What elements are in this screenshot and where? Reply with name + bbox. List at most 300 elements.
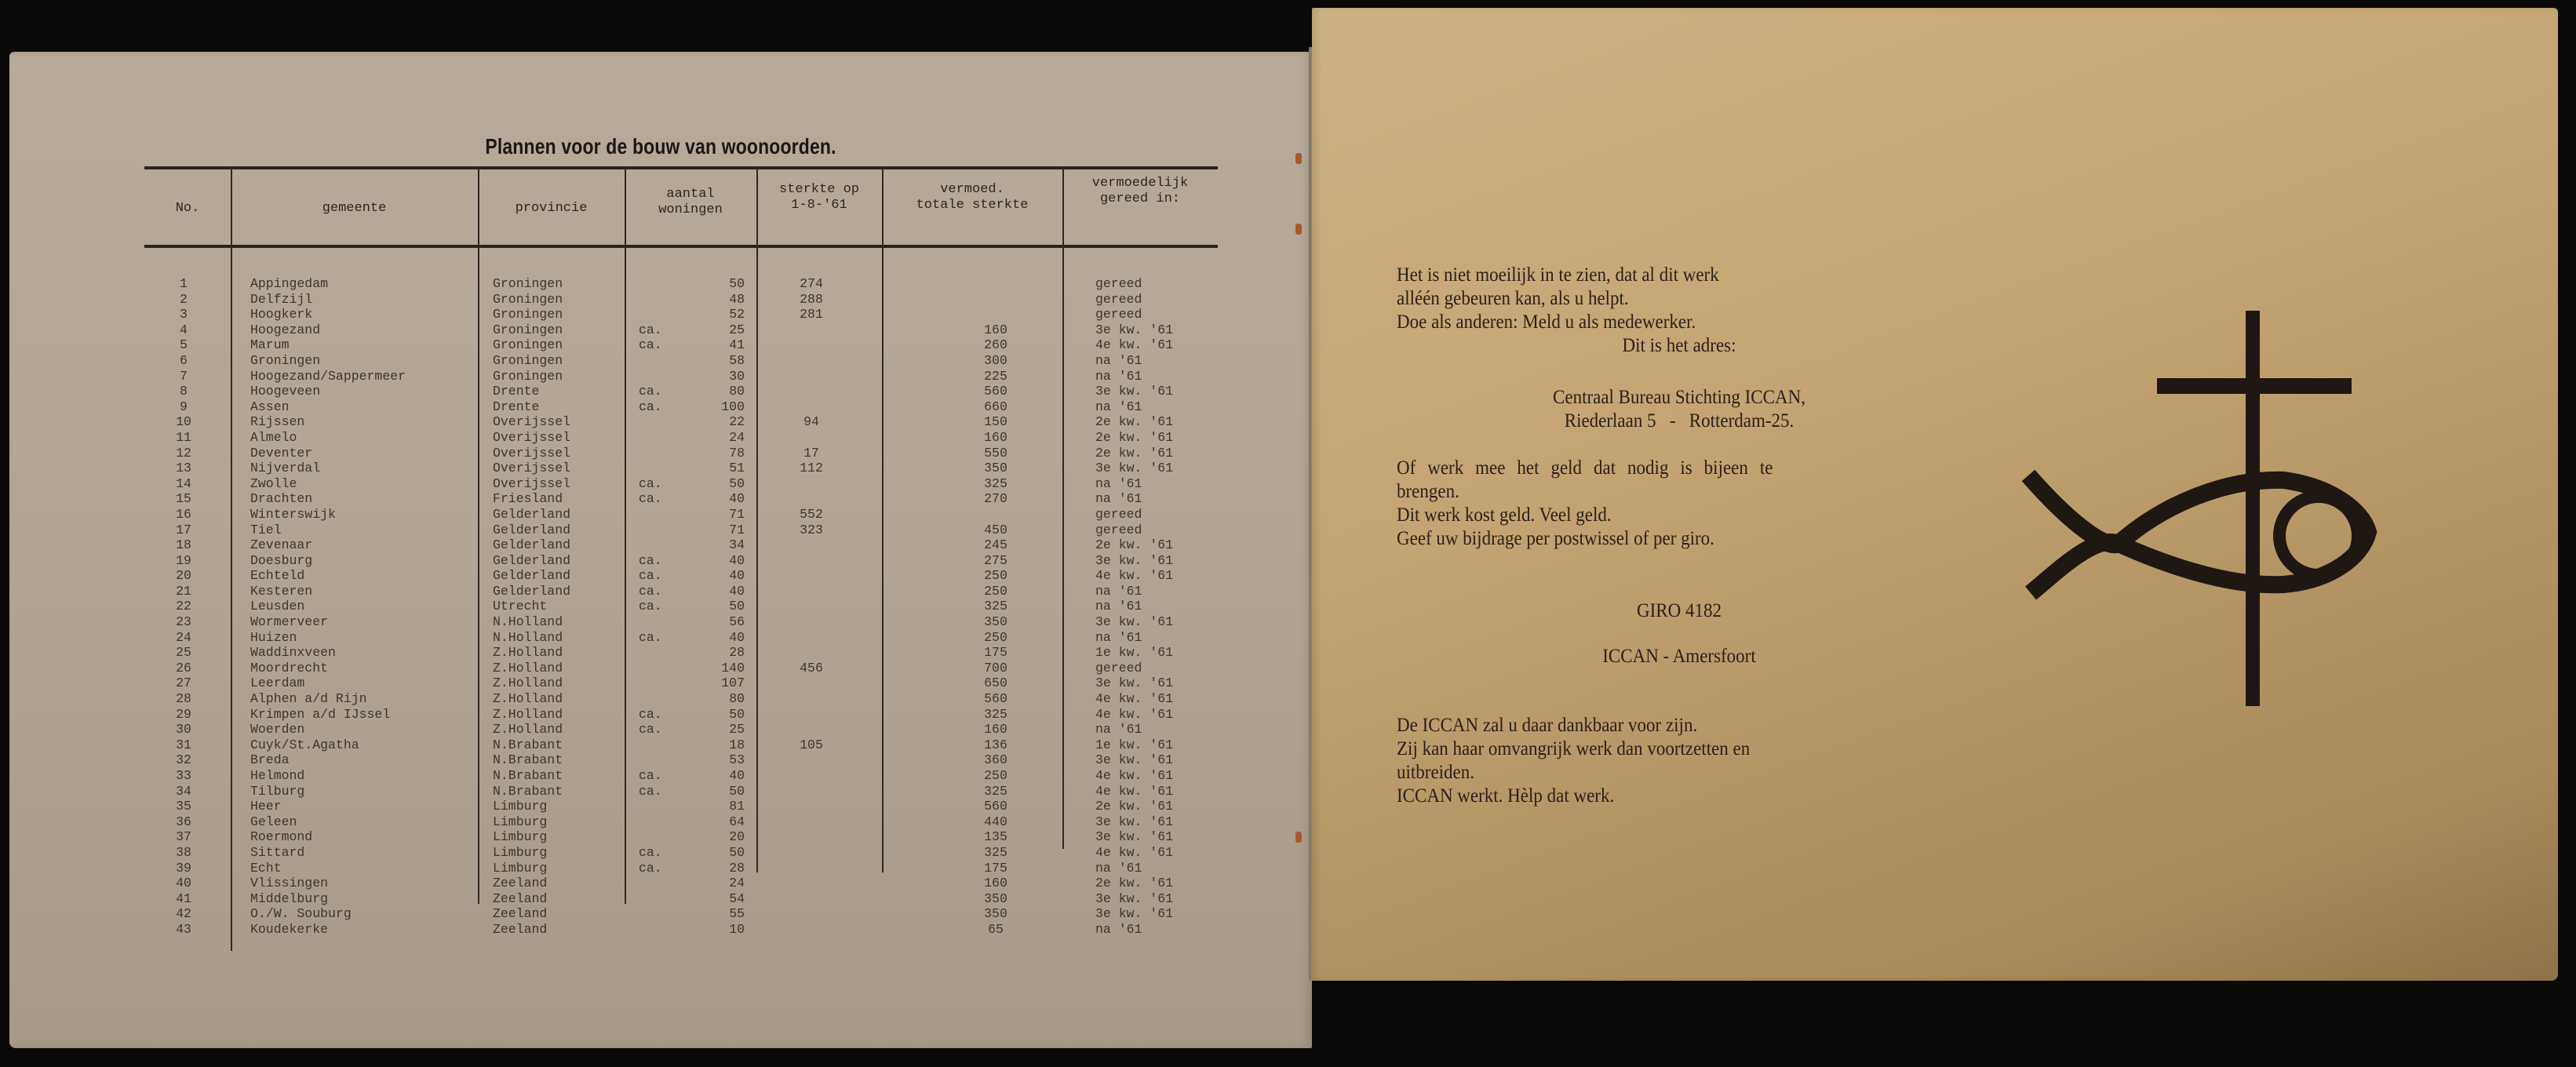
table-row [144, 845, 1218, 861]
cell-provincie: Groningen [493, 352, 563, 368]
cell-gemeente: Vlissingen [250, 876, 329, 891]
cell-totale-sterkte: 160 [984, 429, 1007, 445]
cell-approx: ca. [639, 475, 662, 491]
cell-gereed: gereed [1095, 307, 1142, 322]
header-totaal: vermoed. totale sterkte [916, 182, 1029, 213]
cell-gemeente: Woerden [250, 722, 305, 737]
cell-approx: ca. [639, 629, 662, 645]
table-row [144, 707, 1218, 723]
cell-gereed: 2e kw. '61 [1095, 429, 1174, 445]
cell-gemeente: Hoogkerk [250, 307, 313, 322]
cell-gereed: na '61 [1095, 629, 1142, 645]
giro-organization: ICCAN - Amersfoort [1602, 646, 1756, 667]
cell-provincie: Z.Holland [493, 645, 563, 661]
table-row [144, 737, 1218, 753]
donation-paragraph: Of werk mee het geld dat nodig is bijeen te brengen. Dit werk kost geld. Veel geld. Geef uw bijdrage per postwissel of per giro. [1397, 457, 1773, 549]
cell-gemeente: Tiel [250, 522, 282, 537]
row-number: 1 [180, 276, 188, 291]
cell-gemeente: Delfzijl [250, 291, 313, 307]
cell-totale-sterkte: 160 [984, 722, 1007, 737]
cell-provincie: Overijssel [493, 475, 571, 491]
cell-gemeente: Krimpen a/d IJssel [250, 706, 391, 722]
cell-gereed: gereed [1095, 522, 1142, 537]
cell-totale-sterkte: 550 [984, 445, 1007, 461]
row-number: 33 [176, 768, 191, 783]
cell-totale-sterkte: 260 [984, 337, 1007, 353]
cell-gemeente: Zwolle [250, 475, 297, 491]
row-number: 35 [176, 799, 191, 814]
cell-aantal-woningen: 40 [729, 768, 745, 783]
cell-sterkte: 274 [800, 276, 823, 291]
cell-gemeente: Waddinxveen [250, 645, 336, 661]
table-row [144, 861, 1218, 876]
table-row [144, 523, 1218, 538]
cell-approx: ca. [639, 722, 662, 737]
cell-gemeente: Leusden [250, 599, 305, 614]
cell-gemeente: Hoogeveen [250, 384, 321, 399]
cell-aantal-woningen: 71 [729, 522, 745, 537]
cell-gemeente: Tilburg [250, 783, 305, 799]
table-row [144, 584, 1218, 599]
row-number: 25 [176, 645, 191, 661]
cell-totale-sterkte: 270 [984, 491, 1007, 507]
cell-aantal-woningen: 40 [729, 568, 745, 584]
cell-sterkte: 552 [800, 506, 823, 522]
table-row [144, 446, 1218, 461]
cell-gemeente: Moordrecht [250, 660, 329, 676]
row-number: 12 [176, 445, 191, 461]
cell-gemeente: Deventer [250, 445, 313, 461]
row-number: 16 [176, 506, 191, 522]
cell-totale-sterkte: 350 [984, 906, 1007, 922]
cell-aantal-woningen: 50 [729, 783, 745, 799]
row-number: 8 [180, 384, 188, 399]
cell-aantal-woningen: 28 [729, 860, 745, 876]
cell-gemeente: Middelburg [250, 890, 329, 906]
cell-provincie: N.Brabant [493, 783, 563, 799]
cell-provincie: Friesland [493, 491, 563, 507]
cell-totale-sterkte: 160 [984, 876, 1007, 891]
left-page [9, 52, 1312, 1048]
row-number: 27 [176, 676, 191, 691]
address-intro: Dit is het adres: [1622, 335, 1736, 356]
cell-totale-sterkte: 175 [984, 860, 1007, 876]
cell-gemeente: Echt [250, 860, 282, 876]
cell-aantal-woningen: 28 [729, 645, 745, 661]
cell-provincie: Z.Holland [493, 676, 563, 691]
cell-aantal-woningen: 100 [721, 399, 745, 414]
cell-aantal-woningen: 81 [729, 799, 745, 814]
cell-gereed: 3e kw. '61 [1095, 552, 1174, 568]
cell-gereed: 1e kw. '61 [1095, 645, 1174, 661]
table-row [144, 599, 1218, 614]
cell-totale-sterkte: 450 [984, 522, 1007, 537]
cell-gemeente: Huizen [250, 629, 297, 645]
cell-gereed: 4e kw. '61 [1095, 568, 1174, 584]
cell-provincie: Gelderland [493, 583, 571, 599]
cell-gemeente: Drachten [250, 491, 313, 507]
table-row [144, 414, 1218, 430]
cell-provincie: Gelderland [493, 552, 571, 568]
row-number: 20 [176, 568, 191, 584]
row-number: 43 [176, 921, 191, 937]
row-number: 14 [176, 475, 191, 491]
cell-provincie: Zeeland [493, 876, 548, 891]
cell-aantal-woningen: 140 [721, 660, 745, 676]
staple [1295, 153, 1302, 164]
cell-approx: ca. [639, 783, 662, 799]
cell-provincie: Limburg [493, 860, 548, 876]
cell-approx: ca. [639, 599, 662, 614]
cell-totale-sterkte: 245 [984, 537, 1007, 553]
staple [1295, 832, 1302, 843]
table-row [144, 430, 1218, 446]
cell-gereed: 3e kw. '61 [1095, 906, 1174, 922]
cell-totale-sterkte: 650 [984, 676, 1007, 691]
cell-totale-sterkte: 350 [984, 461, 1007, 476]
cell-aantal-woningen: 50 [729, 599, 745, 614]
table-row [144, 722, 1218, 737]
staple [1295, 224, 1302, 235]
cell-provincie: Utrecht [493, 599, 548, 614]
table-row [144, 369, 1218, 384]
header-provincie: provincie [515, 201, 588, 216]
cell-totale-sterkte: 225 [984, 368, 1007, 384]
row-number: 2 [180, 291, 188, 307]
table-header-rule [144, 245, 1218, 248]
cell-provincie: Limburg [493, 799, 548, 814]
cell-gemeente: Kesteren [250, 583, 313, 599]
cell-gereed: na '61 [1095, 599, 1142, 614]
cell-gemeente: Hoogezand/Sappermeer [250, 368, 406, 384]
cell-gemeente: Appingedam [250, 276, 329, 291]
cell-gereed: 2e kw. '61 [1095, 414, 1174, 430]
row-number: 24 [176, 629, 191, 645]
row-number: 13 [176, 461, 191, 476]
cell-gereed: 4e kw. '61 [1095, 337, 1174, 353]
cell-aantal-woningen: 64 [729, 814, 745, 829]
header-sterkte: sterkte op 1-8-'61 [778, 182, 860, 213]
cell-aantal-woningen: 40 [729, 629, 745, 645]
cell-provincie: Zeeland [493, 921, 548, 937]
table-row [144, 906, 1218, 922]
cell-gemeente: Cuyk/St.Agatha [250, 737, 359, 752]
appeal-paragraph: Het is niet moeilijk in te zien, dat al dit werk alléén gebeuren kan, als u helpt. Doe als anderen: Meld u als medewerker. [1397, 264, 1719, 333]
cell-aantal-woningen: 22 [729, 414, 745, 430]
row-number: 40 [176, 876, 191, 891]
cell-gereed: 3e kw. '61 [1095, 461, 1174, 476]
cell-gereed: na '61 [1095, 583, 1142, 599]
table-row [144, 322, 1218, 338]
table-row [144, 507, 1218, 523]
cell-gemeente: Breda [250, 752, 290, 768]
cell-gemeente: Assen [250, 399, 290, 414]
row-number: 39 [176, 860, 191, 876]
cell-totale-sterkte: 160 [984, 322, 1007, 337]
cell-gemeente: Winterswijk [250, 506, 336, 522]
cell-aantal-woningen: 50 [729, 475, 745, 491]
cell-sterkte: 323 [800, 522, 823, 537]
table-row [144, 661, 1218, 676]
cell-gemeente: Hoogezand [250, 322, 321, 337]
cell-provincie: Groningen [493, 322, 563, 337]
cell-provincie: Gelderland [493, 522, 571, 537]
row-number: 3 [180, 307, 188, 322]
cell-provincie: Groningen [493, 276, 563, 291]
table-row [144, 553, 1218, 569]
row-number: 38 [176, 844, 191, 860]
table-row [144, 568, 1218, 584]
cell-aantal-woningen: 107 [721, 676, 745, 691]
cell-gereed: 3e kw. '61 [1095, 752, 1174, 768]
row-number: 6 [180, 352, 188, 368]
cell-aantal-woningen: 80 [729, 384, 745, 399]
cell-sterkte: 456 [800, 660, 823, 676]
cell-totale-sterkte: 325 [984, 706, 1007, 722]
cell-provincie: Z.Holland [493, 722, 563, 737]
cell-aantal-woningen: 40 [729, 552, 745, 568]
cell-gereed: na '61 [1095, 368, 1142, 384]
cell-gereed: gereed [1095, 291, 1142, 307]
cell-provincie: Groningen [493, 307, 563, 322]
cell-gereed: na '61 [1095, 352, 1142, 368]
cell-totale-sterkte: 700 [984, 660, 1007, 676]
cell-approx: ca. [639, 384, 662, 399]
table-row [144, 799, 1218, 814]
cell-approx: ca. [639, 860, 662, 876]
cell-totale-sterkte: 560 [984, 691, 1007, 707]
cell-gemeente: Zevenaar [250, 537, 313, 553]
cell-provincie: Gelderland [493, 537, 571, 553]
cell-aantal-woningen: 25 [729, 322, 745, 337]
table-row [144, 876, 1218, 891]
cell-gereed: gereed [1095, 276, 1142, 291]
cell-approx: ca. [639, 491, 662, 507]
cell-sterkte: 94 [803, 414, 819, 430]
row-number: 19 [176, 552, 191, 568]
table-row [144, 768, 1218, 784]
cell-totale-sterkte: 135 [984, 829, 1007, 845]
row-number: 11 [176, 429, 191, 445]
row-number: 7 [180, 368, 188, 384]
cell-provincie: N.Brabant [493, 752, 563, 768]
cell-approx: ca. [639, 768, 662, 783]
cell-provincie: Limburg [493, 844, 548, 860]
cell-provincie: Groningen [493, 337, 563, 353]
cell-aantal-woningen: 24 [729, 876, 745, 891]
cell-totale-sterkte: 175 [984, 645, 1007, 661]
table-row [144, 476, 1218, 492]
cell-provincie: N.Holland [493, 614, 563, 630]
cell-gereed: 3e kw. '61 [1095, 384, 1174, 399]
cell-provincie: Groningen [493, 368, 563, 384]
row-number: 18 [176, 537, 191, 553]
cell-totale-sterkte: 250 [984, 583, 1007, 599]
cell-provincie: Zeeland [493, 906, 548, 922]
cell-gereed: 2e kw. '61 [1095, 799, 1174, 814]
row-number: 30 [176, 722, 191, 737]
cell-totale-sterkte: 65 [988, 921, 1004, 937]
cell-totale-sterkte: 300 [984, 352, 1007, 368]
cell-approx: ca. [639, 552, 662, 568]
header-gereed: vermoedelijk gereed in: [1091, 176, 1189, 206]
cell-gemeente: Alphen a/d Rijn [250, 691, 367, 707]
cell-gemeente: Helmond [250, 768, 305, 783]
cell-aantal-woningen: 50 [729, 706, 745, 722]
cell-gemeente: Almelo [250, 429, 297, 445]
cell-aantal-woningen: 55 [729, 906, 745, 922]
cell-totale-sterkte: 560 [984, 384, 1007, 399]
cell-gereed: 2e kw. '61 [1095, 876, 1174, 891]
cell-provincie: N.Holland [493, 629, 563, 645]
cell-gemeente: Wormerveer [250, 614, 329, 630]
row-number: 34 [176, 783, 191, 799]
cell-aantal-woningen: 10 [729, 921, 745, 937]
table-row [144, 384, 1218, 399]
cell-provincie: Overijssel [493, 429, 571, 445]
cell-provincie: Gelderland [493, 506, 571, 522]
cell-provincie: Z.Holland [493, 660, 563, 676]
giro-number: GIRO 4182 [1637, 600, 1722, 621]
cell-aantal-woningen: 52 [729, 307, 745, 322]
row-number: 10 [176, 414, 191, 430]
cell-gereed: 3e kw. '61 [1095, 829, 1174, 845]
table-row [144, 645, 1218, 661]
cell-aantal-woningen: 51 [729, 461, 745, 476]
cell-gereed: 3e kw. '61 [1095, 676, 1174, 691]
cell-totale-sterkte: 325 [984, 599, 1007, 614]
row-number: 37 [176, 829, 191, 845]
row-number: 26 [176, 660, 191, 676]
cell-provincie: Limburg [493, 829, 548, 845]
cell-gereed: 3e kw. '61 [1095, 814, 1174, 829]
table-row [144, 337, 1218, 353]
cell-aantal-woningen: 41 [729, 337, 745, 353]
cell-approx: ca. [639, 583, 662, 599]
cell-gemeente: Koudekerke [250, 921, 329, 937]
row-number: 17 [176, 522, 191, 537]
cross-and-fish-icon [1993, 298, 2385, 706]
table-row [144, 399, 1218, 415]
cell-provincie: Overijssel [493, 461, 571, 476]
table-row [144, 461, 1218, 476]
cell-provincie: Groningen [493, 291, 563, 307]
table-row [144, 784, 1218, 799]
cell-gereed: 4e kw. '61 [1095, 706, 1174, 722]
row-number: 42 [176, 906, 191, 922]
cell-gemeente: Marum [250, 337, 290, 353]
cell-provincie: Overijssel [493, 414, 571, 430]
cell-totale-sterkte: 275 [984, 552, 1007, 568]
cell-totale-sterkte: 325 [984, 844, 1007, 860]
row-number: 9 [180, 399, 188, 414]
cell-aantal-woningen: 80 [729, 691, 745, 707]
cell-gereed: 4e kw. '61 [1095, 691, 1174, 707]
table-row [144, 814, 1218, 830]
cell-sterkte: 105 [800, 737, 823, 752]
cell-gemeente: Heer [250, 799, 282, 814]
table-row [144, 829, 1218, 845]
cell-gemeente: Rijssen [250, 414, 305, 430]
header-gemeente: gemeente [322, 201, 387, 216]
cell-gereed: 3e kw. '61 [1095, 614, 1174, 630]
cell-provincie: Drente [493, 384, 540, 399]
table-row [144, 276, 1218, 292]
cell-approx: ca. [639, 706, 662, 722]
cell-aantal-woningen: 54 [729, 890, 745, 906]
row-number: 31 [176, 737, 191, 752]
cell-gereed: 3e kw. '61 [1095, 322, 1174, 337]
row-number: 23 [176, 614, 191, 630]
cell-gereed: na '61 [1095, 491, 1142, 507]
cell-aantal-woningen: 40 [729, 491, 745, 507]
closing-paragraph: De ICCAN zal u daar dankbaar voor zijn. Zij kan haar omvangrijk werk dan voortzetten en uitbreiden. ICCAN werkt. Hèlp dat werk. [1397, 715, 1751, 807]
row-number: 5 [180, 337, 188, 353]
cell-aantal-woningen: 18 [729, 737, 745, 752]
cell-sterkte: 112 [800, 461, 823, 476]
cell-provincie: N.Brabant [493, 737, 563, 752]
cell-gemeente: Geleen [250, 814, 297, 829]
cell-sterkte: 281 [800, 307, 823, 322]
cell-totale-sterkte: 660 [984, 399, 1007, 414]
cell-gereed: 1e kw. '61 [1095, 737, 1174, 752]
cell-provincie: Limburg [493, 814, 548, 829]
row-number: 22 [176, 599, 191, 614]
cell-provincie: Z.Holland [493, 706, 563, 722]
cell-gereed: 4e kw. '61 [1095, 783, 1174, 799]
row-number: 4 [180, 322, 188, 337]
table-row [144, 614, 1218, 630]
cell-gemeente: O./W. Souburg [250, 906, 352, 922]
cell-approx: ca. [639, 337, 662, 353]
cell-totale-sterkte: 325 [984, 783, 1007, 799]
cell-gereed: na '61 [1095, 399, 1142, 414]
cell-provincie: Z.Holland [493, 691, 563, 707]
cell-sterkte: 17 [803, 445, 819, 461]
cell-aantal-woningen: 53 [729, 752, 745, 768]
table-row [144, 307, 1218, 322]
cell-totale-sterkte: 350 [984, 614, 1007, 630]
cell-totale-sterkte: 325 [984, 475, 1007, 491]
row-number: 28 [176, 691, 191, 707]
header-no: No. [175, 201, 200, 216]
table-top-rule [144, 166, 1218, 169]
table-row [144, 891, 1218, 907]
cell-totale-sterkte: 250 [984, 568, 1007, 584]
header-aantal: aantal woningen [658, 187, 723, 217]
cell-totale-sterkte: 360 [984, 752, 1007, 768]
table-row [144, 676, 1218, 691]
cell-gemeente: Echteld [250, 568, 305, 584]
cell-gereed: 2e kw. '61 [1095, 537, 1174, 553]
cell-totale-sterkte: 250 [984, 768, 1007, 783]
row-number: 41 [176, 890, 191, 906]
cell-gereed: 3e kw. '61 [1095, 890, 1174, 906]
cell-aantal-woningen: 40 [729, 583, 745, 599]
cell-totale-sterkte: 350 [984, 890, 1007, 906]
cell-gemeente: Roermond [250, 829, 313, 845]
table-title: Plannen voor de bouw van woonoorden. [485, 134, 836, 158]
table-row [144, 491, 1218, 507]
row-number: 21 [176, 583, 191, 599]
cell-approx: ca. [639, 322, 662, 337]
row-number: 15 [176, 491, 191, 507]
table-row [144, 630, 1218, 646]
cell-aantal-woningen: 58 [729, 352, 745, 368]
row-number: 29 [176, 706, 191, 722]
cell-aantal-woningen: 56 [729, 614, 745, 630]
cell-approx: ca. [639, 399, 662, 414]
